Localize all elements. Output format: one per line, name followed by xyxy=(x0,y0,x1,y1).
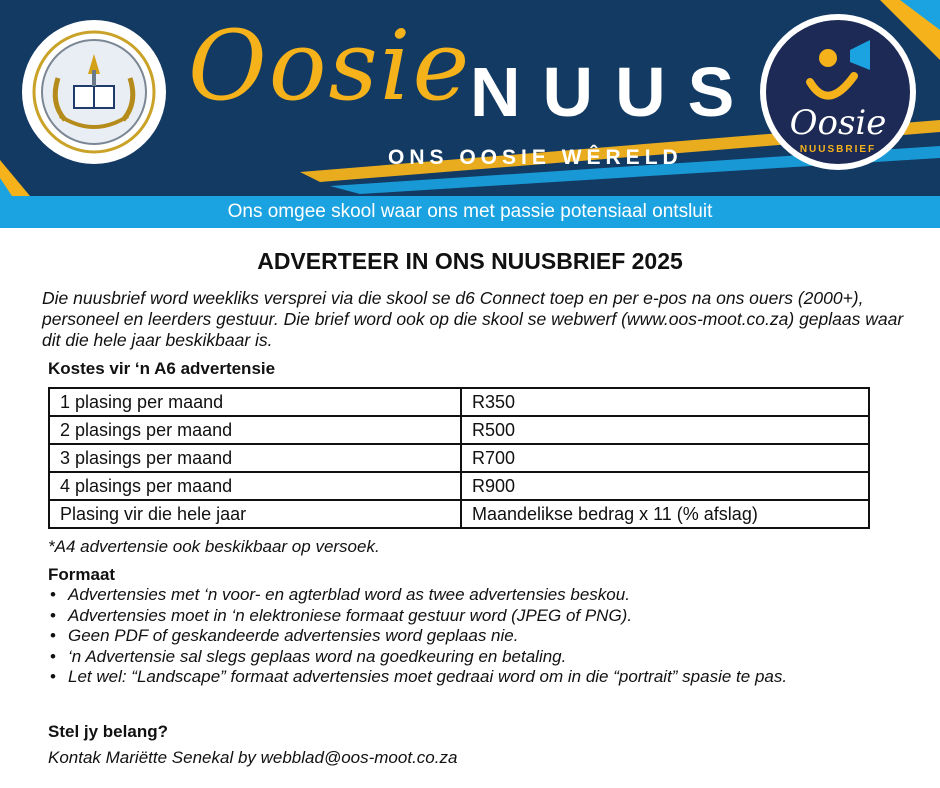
header-banner xyxy=(0,0,940,228)
brand-bold-text: NUUS xyxy=(470,53,757,131)
intro-paragraph: Die nuusbrief word weekliks versprei via die skool se d6 Connect toep en per e-pos na ons ouers (2000+), personeel en leerders gestuur. Die brief word ook op die skool se webwerf (www.oos-moot.co.za) geplaas waar dit die hele jaar beskikbaar is. xyxy=(42,288,904,350)
brand-script-text: Oosie xyxy=(188,10,472,122)
table-cell-price: R700 xyxy=(461,444,869,472)
table-cell-item: 2 plasings per maand xyxy=(49,416,461,444)
format-list xyxy=(48,585,888,688)
format-title: Formaat xyxy=(48,565,116,584)
table-cell-item: Plasing vir die hele jaar xyxy=(49,500,461,528)
table-cell-price: R500 xyxy=(461,416,869,444)
table-cell-price: R900 xyxy=(461,472,869,500)
banner-subtitle: ONS OOSIE WÊRELD xyxy=(388,146,683,169)
a4-note: *A4 advertensie ook beskikbaar op versoek. xyxy=(48,537,380,556)
table-row xyxy=(49,472,869,500)
list-item: • Advertensies met ‘n voor- en agterblad word as twee advertensies beskou. xyxy=(48,585,888,606)
list-item: • ‘n Advertensie sal slegs geplaas word na goedkeuring en betaling. xyxy=(48,647,888,668)
contact-title: Stel jy belang? xyxy=(48,722,168,741)
tagline: Ons omgee skool waar ons met passie potensiaal ontsluit xyxy=(227,201,713,222)
table-cell-item: 4 plasings per maand xyxy=(49,472,461,500)
list-item: • Geen PDF of geskandeerde advertensies word geplaas nie. xyxy=(48,626,888,647)
table-cell-price: Maandelikse bedrag x 11 (% afslag) xyxy=(461,500,869,528)
newsletter-logo-script: Oosie xyxy=(789,103,887,143)
page-title: ADVERTEER IN ONS NUUSBRIEF 2025 xyxy=(257,248,683,274)
table-row xyxy=(49,444,869,472)
table-row xyxy=(49,500,869,528)
pricing-table xyxy=(48,387,870,529)
pricing-title: Kostes vir ‘n A6 advertensie xyxy=(48,359,276,378)
table-row xyxy=(49,416,869,444)
newsletter-logo-label: NUUSBRIEF xyxy=(799,144,877,155)
table-cell-price: R350 xyxy=(461,388,869,416)
list-item: • Let wel: “Landscape” formaat advertensies moet gedraai word om in die “portrait” spasie te pas. xyxy=(48,667,888,688)
list-item: • Advertensies moet in ‘n elektroniese formaat gestuur word (JPEG of PNG). xyxy=(48,606,888,627)
contact-text: Kontak Mariëtte Senekal by webblad@oos-moot.co.za xyxy=(48,748,458,767)
school-crest-icon xyxy=(20,18,168,166)
table-row xyxy=(49,388,869,416)
table-cell-item: 1 plasing per maand xyxy=(49,388,461,416)
table-cell-item: 3 plasings per maand xyxy=(49,444,461,472)
newsletter-logo-icon xyxy=(758,12,918,172)
